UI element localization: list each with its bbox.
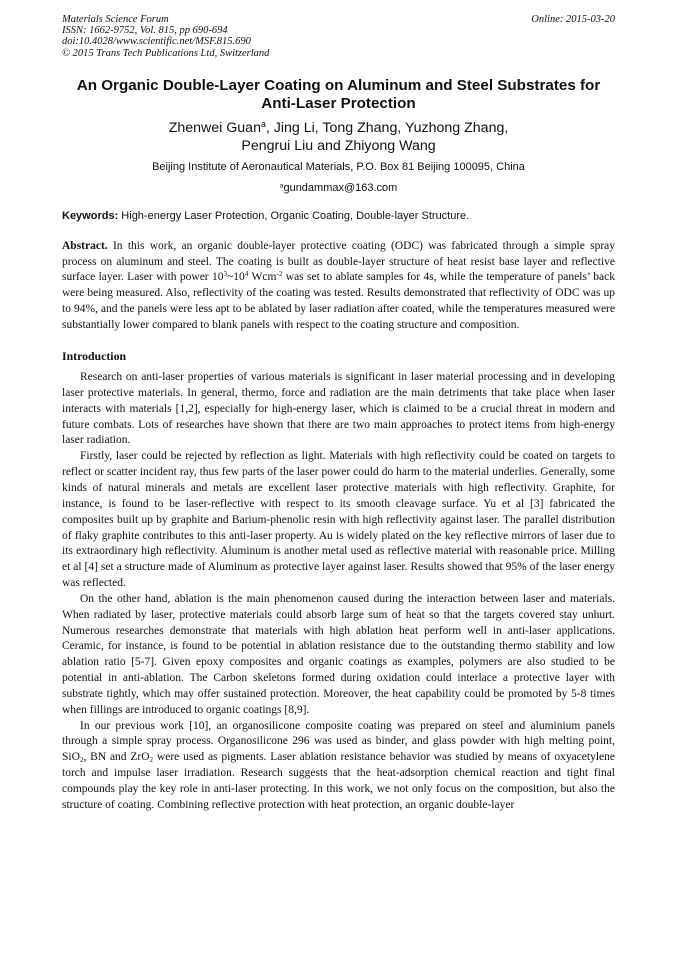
abstract-exp-3: -2 xyxy=(276,270,283,279)
issn-line: ISSN: 1662-9752, Vol. 815, pp 690-694 xyxy=(62,25,228,37)
author-affil-mark: a xyxy=(260,118,266,129)
abstract-text-2: ~10 xyxy=(227,271,245,284)
section-heading-introduction: Introduction xyxy=(62,349,127,364)
author-first: Zhenwei Guan xyxy=(168,119,261,136)
abstract-text-1: In this work, an organic double-layer protective coating (ODC) was fabricated through a simple spray process on aluminum and steel. The coating is built as double-layer structure of heat resist base layer and reflective surface layer. Laser with power 10 xyxy=(62,239,615,284)
intro-paragraph-2: Firstly, laser could be rejected by reflection as light. Materials with high reflectivity could be coated on targets to reflect or scatter incident ray, thus few parts of the laser power could do harm to the material underlies. Generally, some kinds of natural minerals and metals are excellent laser protective materials with high reflectivity. Graphite, for instance, is found to be laser-reflective with respect to its smooth cleavage surface. Yu et al [3] fabricated the composites built up by graphite and Barium-phenolic resin with high reflectivity against laser. The parallel distribution of flaky graphite contributes to this anti-laser property. Au is widely plated on the key reflective mirrors of laser due to its extraordinary high reflectivity. Aluminum is another metal used as reflective material with reasonable price. Milling et al [4] set a structure made of Aluminum as protective layer against laser. Results showed that 95% of the laser energy was reflected. xyxy=(62,450,615,590)
copyright-line: © 2015 Trans Tech Publications Ltd, Switzerland xyxy=(62,47,270,59)
paper-page xyxy=(62,14,615,814)
keywords-text: High-energy Laser Protection, Organic Coating, Double-layer Structure. xyxy=(118,209,470,222)
abstract-exp-1: 3 xyxy=(223,270,228,279)
intro-paragraph-3: On the other hand, ablation is the main phenomenon caused during the interaction between laser and materials. When radiated by laser, protective materials could absorb large sum of heat so that the targets covered stay unhurt. Numerous researches demonstrate that materials with high ablation heat perform well in anti-laser applications. Ceramic, for instance, is found to be potential in ablation resistance due to the outstanding thermo stability and low ablation ratio [5-7]. Given epoxy composites and organic coatings as examples, polymers are also studied to be potential in anti-ablation. The Carbon skeletons formed during oxidation could interlace a protective layer with substrate tightly, which may offer sustained protection. Moreover, the heat capability could be promoted by 5-8 times when fillings are introduced to organic coatings [8,9]. xyxy=(62,592,615,716)
author-list xyxy=(62,119,615,155)
affiliation: Beijing Institute of Aeronautical Materials, P.O. Box 81 Beijing 100095, China xyxy=(152,160,525,173)
introduction-body xyxy=(62,370,615,814)
p4-text-a: In our previous work [10], an organosilicone composite coating was prepared on steel and aluminium panels through a simple spray process. Organosilicone 296 was used as binder, and glass powder with high melting point, SiO xyxy=(62,719,615,764)
keywords-label: Keywords: xyxy=(62,209,119,222)
author-rest: , Jing Li, Tong Zhang, Yuzhong Zhang, xyxy=(265,119,509,136)
abstract-text-3: Wcm xyxy=(248,271,277,284)
online-date: Online: 2015-03-20 xyxy=(531,14,615,25)
journal-meta xyxy=(62,14,269,59)
abstract-text-4: was set to ablate samples for 4s, while the temperature of panels’ back were being measured. Also, reflectivity of the coating was tested. Results demonstrated that reflectivity of ODC was up to 94%, and the panels were less apt to be ablated by laser radiation after coated, while the temperatures measured were substantially lower compared to blank panels with respect to the coating structure and composition. xyxy=(62,271,615,332)
email-affil-mark: a xyxy=(279,181,284,189)
p4-text-c: were used as pigments. Laser ablation resistance behavior was studied by means of oxyacetylene torch and impulse laser irradiation. Research suggests that the heat-adsorption chemical reaction and tight final compounds play the key role in anti-laser protecting. In this work, we not only focus on the composition, but also the structure of coating. Combining reflective protection with heat protection, an organic double-layer xyxy=(62,751,615,811)
author-email xyxy=(62,181,615,195)
email-address: gundammax@163.com xyxy=(283,181,398,194)
header-block xyxy=(62,14,615,59)
abstract-exp-2: 4 xyxy=(244,270,249,279)
author-line-1 xyxy=(62,119,615,137)
p4-text-b: , BN and ZrO xyxy=(83,751,150,764)
paper-title: An Organic Double-Layer Coating on Aluminum and Steel Substrates for Anti-Laser Protection xyxy=(76,76,601,113)
author-line-2: Pengrui Liu and Zhiyong Wang xyxy=(241,137,436,154)
p4-sub-1: 2 xyxy=(79,756,84,765)
journal-name: Materials Science Forum xyxy=(62,14,169,25)
abstract xyxy=(62,239,615,334)
keywords xyxy=(62,209,615,223)
abstract-label: Abstract. xyxy=(62,239,108,252)
intro-paragraph-4 xyxy=(62,719,615,814)
intro-paragraph-1: Research on anti-laser properties of various materials is significant in laser material processing and in developing laser protective materials. In general, thermo, force and radiation are the main detriments that take place when laser interacts with materials [1,2], especially for high-energy laser, which is claimed to be a crucial threat in modern and future combats. Lots of researches have shown that there are two main approaches to protect items from high-energy laser radiation. xyxy=(62,371,615,447)
doi-line: doi:10.4028/www.scientific.net/MSF.815.690 xyxy=(62,36,251,48)
p4-sub-2: 2 xyxy=(149,756,154,765)
